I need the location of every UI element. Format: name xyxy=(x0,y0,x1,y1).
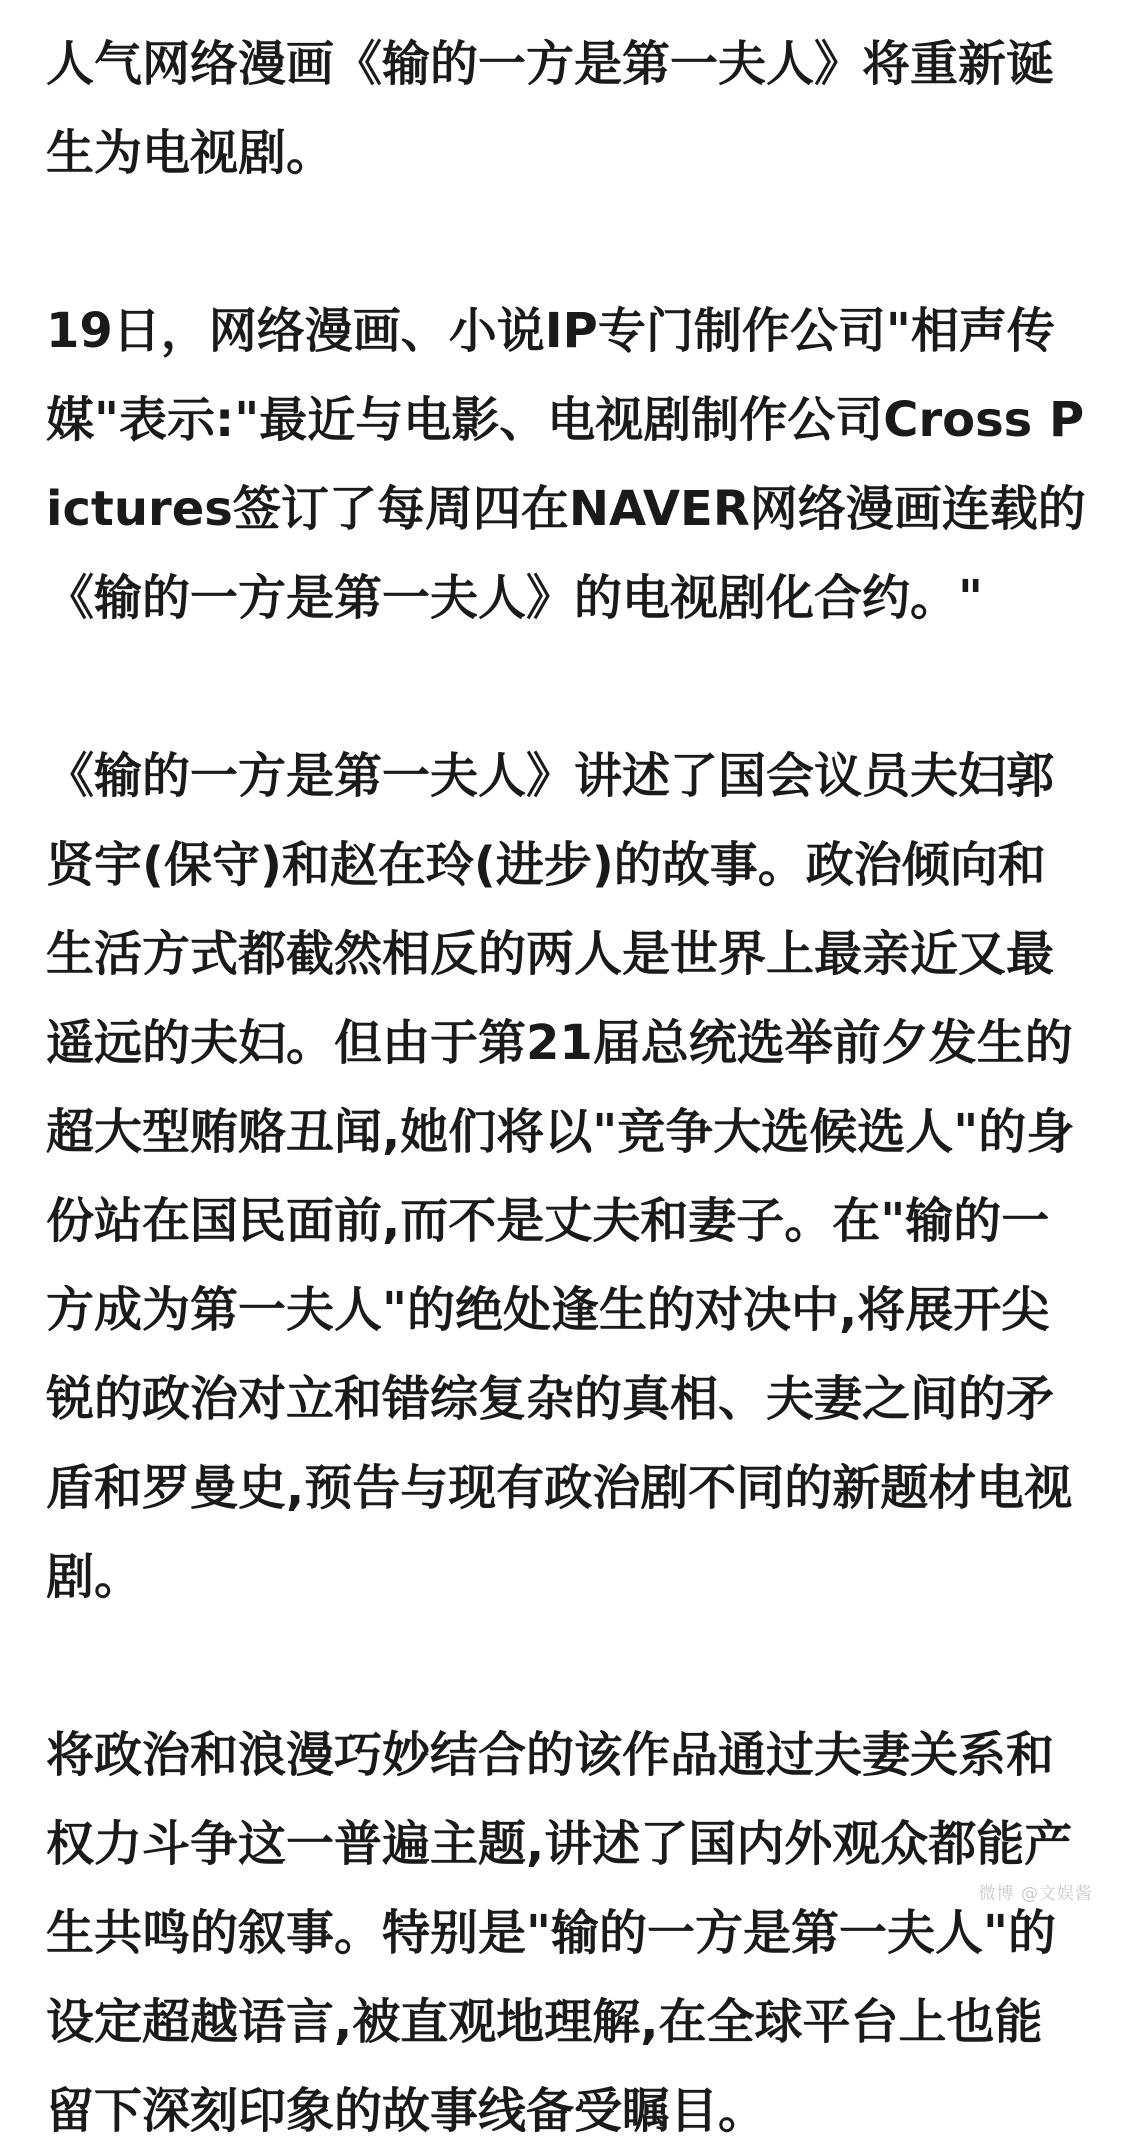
paragraph-synopsis: 《输的一方是第一夫人》讲述了国会议员夫妇郭贤宇(保守)和赵在玲(进步)的故事。政治倾向和生活方式都截然相反的两人是世界上最亲近又最遥远的夫妇。但由于第21届总统选举前夕发生的超大型贿赂丑闻,她们将以"竞争大选候选人"的身份站在国民面前,而不是丈夫和妻子。在"输的一方成为第一夫人"的绝处逢生的对决中,将展开尖锐的政治对立和错综复杂的真相、夫妻之间的矛盾和罗曼史,预告与现有政治剧不同的新题材电视剧。 xyxy=(46,748,1075,1605)
paragraph-intro: 人气网络漫画《输的一方是第一夫人》将重新诞生为电视剧。 xyxy=(46,36,1055,181)
paragraph-announcement: 19日，网络漫画、小说IP专门制作公司"相声传媒"表示:"最近与电影、电视剧制作公司Cross Pictures签订了每周四在NAVER网络漫画连载的《输的一方是第一夫人》的电视剧化合约。" xyxy=(46,303,1086,626)
paragraph-gap xyxy=(46,643,1086,732)
article-body xyxy=(46,20,1086,2156)
weibo-watermark: 微博 @文娱酱 xyxy=(978,1884,1093,1904)
paragraph-highlight: 将政治和浪漫巧妙结合的该作品通过夫妻关系和权力斗争这一普遍主题,讲述了国内外观众都能产生共鸣的叙事。特别是"输的一方是第一夫人"的设定超越语言,被直观地理解,在全球平台上也能留下深刻印象的故事线备受瞩目。 xyxy=(46,1727,1073,2139)
paragraph-gap xyxy=(46,198,1086,287)
paragraph-gap xyxy=(46,1622,1086,1711)
